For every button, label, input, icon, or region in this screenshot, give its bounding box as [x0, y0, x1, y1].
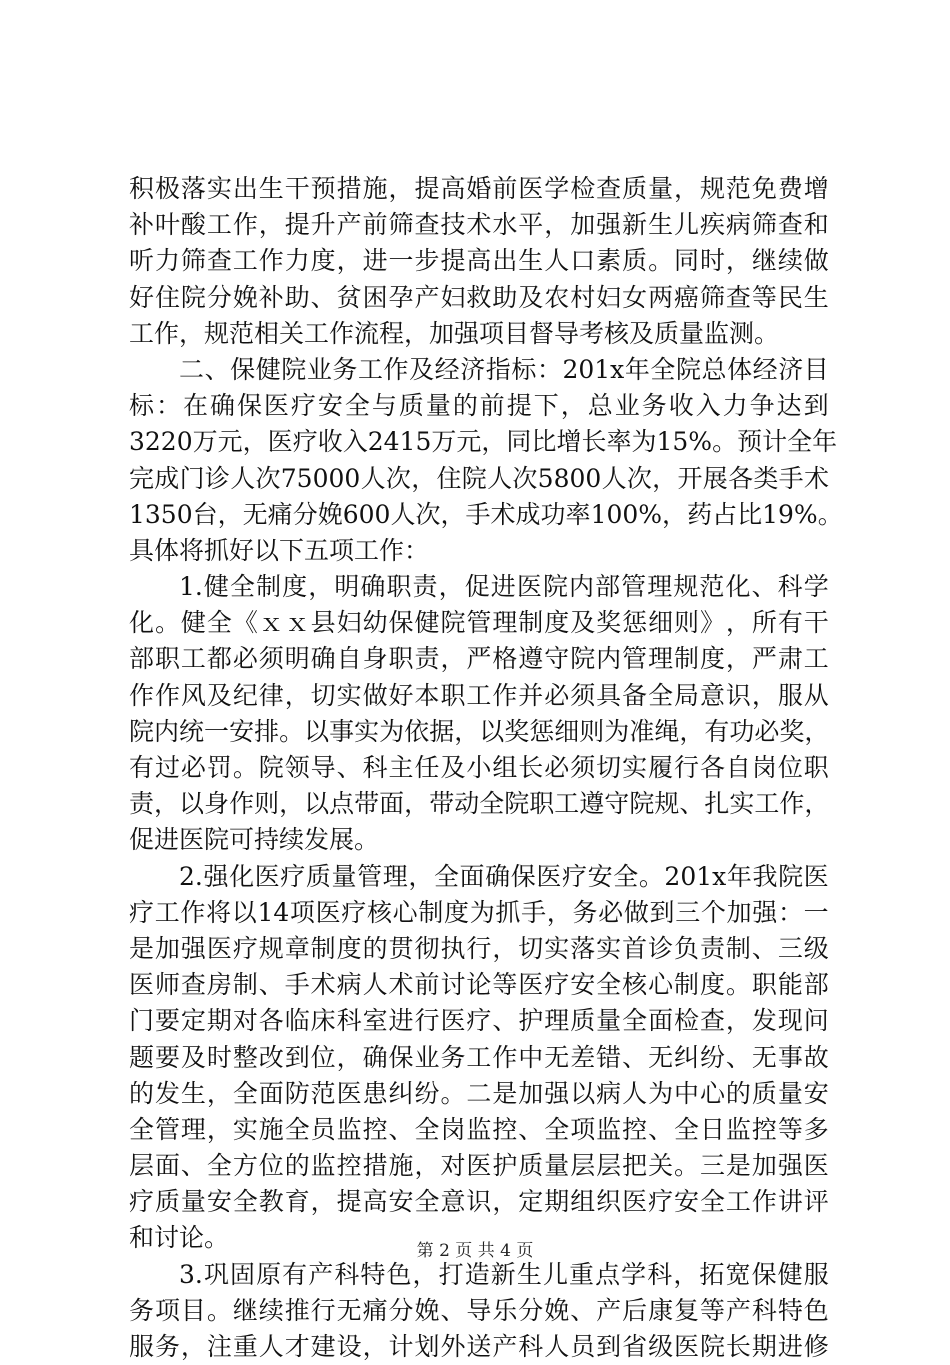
- text-line: 补 叶 酸 工 作 ， 提 升 产 前 筛 查 技 术 水 平 ， 加 强 新 生 儿 疾 病 筛 查 和: [129, 210, 829, 240]
- text-line: 标 ： 在 确 保 医 疗 安 全 与 质 量 的 前 提 下 ， 总 业 务 收 入 力 争 达 到: [129, 391, 829, 421]
- text-line: 门 要 定 期 对 各 临 床 科 室 进 行 医 疗 、 护 理 质 量 全 面 检 查 ， 发 现 问: [129, 1006, 829, 1036]
- text-line: 工作，规范相关工作流程，加强项目督导考核及质量监测。: [129, 318, 780, 348]
- text-line: 听 力 筛 查 工 作 力 度 ， 进 一 步 提 高 出 生 人 口 素 质 。 同 时 ， 继 续 做: [129, 246, 829, 276]
- text-line: 好 住 院 分 娩 补 助 、 贫 困 孕 产 妇 救 助 及 农 村 妇 女 两 癌 筛 查 等 民 生: [129, 282, 829, 312]
- text-line: 责 ， 以 身 作 则 ， 以 点 带 面 ， 带 动 全 院 职 工 遵 守 院 规 、 扎 实 工 作 ，: [129, 789, 830, 819]
- text-line: 3. 巩 固 原 有 产 科 特 色 ， 打 造 新 生 儿 重 点 学 科 ， 拓 宽 保 健 服: [179, 1259, 829, 1289]
- text-line: 1. 健 全 制 度 ， 明 确 职 责 ， 促 进 医 院 内 部 管 理 规 范 化 、 科 学: [179, 572, 829, 602]
- text-line: 促进医院可持续发展。: [129, 825, 380, 855]
- text-line: 有 过 必 罚 。 院 领 导 、 科 主 任 及 小 组 长 必 须 切 实 履 行 各 自 岗 位 职: [129, 753, 829, 782]
- text-line: 疗 工 作 将 以 14 项 医 疗 核 心 制 度 为 抓 手 ， 务 必 做 到 三 个 加 强 ： 一: [129, 897, 829, 927]
- text-line: 二 、 保 健 院 业 务 工 作 及 经 济 指 标 ： 201x 年 全 院 总 体 经 济 目: [179, 354, 829, 384]
- document-body: [129, 171, 843, 1365]
- text-line: 和讨论。: [129, 1223, 230, 1253]
- text-line: 医 师 查 房 制 、 手 术 病 人 术 前 讨 论 等 医 疗 安 全 核 心 制 度 。 职 能 部: [129, 970, 829, 1000]
- text-line: 1350 台 ， 无 痛 分 娩 600 人 次 ， 手 术 成 功 率 100% ， 药 占 比 19% 。: [129, 499, 843, 529]
- text-line: 积 极 落 实 出 生 干 预 措 施 ， 提 高 婚 前 医 学 检 查 质 量 ， 规 范 免 费 增: [129, 174, 829, 203]
- text-line: 题 要 及 时 整 改 到 位 ， 确 保 业 务 工 作 中 无 差 错 、 无 纠 纷 、 无 事 故: [129, 1042, 829, 1072]
- text-line: 务 项 目 。 继 续 推 行 无 痛 分 娩 、 导 乐 分 娩 、 产 后 康 复 等 产 科 特 色: [129, 1295, 829, 1325]
- text-line: 服 务 ， 注 重 人 才 建 设 ， 计 划 外 送 产 科 人 员 到 省 级 医 院 长 期 进 修: [129, 1332, 829, 1361]
- text-line: 2. 强 化 医 疗 质 量 管 理 ， 全 面 确 保 医 疗 安 全 。 201x 年 我 院 医: [179, 861, 829, 891]
- text-line: 全 管 理 ， 实 施 全 员 监 控 、 全 岗 监 控 、 全 项 监 控 、 全 日 监 控 等 多: [129, 1114, 829, 1144]
- text-line: 疗 质 量 安 全 教 育 ， 提 高 安 全 意 识 ， 定 期 组 织 医 疗 安 全 工 作 讲 评: [129, 1187, 829, 1217]
- text-line: 具体将抓好以下五项工作：: [129, 535, 430, 565]
- text-line: 的 发 生 ， 全 面 防 范 医 患 纠 纷 。 二 是 加 强 以 病 人 为 中 心 的 质 量 安: [129, 1078, 829, 1108]
- text-line: 是 加 强 医 疗 规 章 制 度 的 贯 彻 执 行 ， 切 实 落 实 首 诊 负 责 制 、 三 级: [129, 933, 829, 963]
- page-footer: 第 2 页 共 4 页: [416, 1241, 534, 1261]
- text-line: 作 作 风 及 纪 律 ， 切 实 做 好 本 职 工 作 并 必 须 具 备 全 局 意 识 ， 服 从: [129, 680, 829, 710]
- text-line: 3220 万 元 ， 医 疗 收 入 2415 万 元 ， 同 比 增 长 率 为 15% 。 预 计 全 年: [129, 427, 838, 457]
- text-line: 院 内 统 一 安 排 。 以 事 实 为 依 据 ， 以 奖 惩 细 则 为 准 绳 ， 有 功 必 奖 ，: [129, 716, 830, 746]
- text-line: 层 面 、 全 方 位 的 监 控 措 施 ， 对 医 护 质 量 层 层 把 关 。 三 是 加 强 医: [129, 1151, 829, 1181]
- text-line: 完 成 门 诊 人 次 75000 人 次 ， 住 院 人 次 5800 人 次 ， 开 展 各 类 手 术: [129, 463, 829, 493]
- text-line: 部 职 工 都 必 须 明 确 自 身 职 责 ， 严 格 遵 守 院 内 管 理 制 度 ， 严 肃 工: [129, 644, 829, 674]
- text-line: 化 。 健 全 《 ｘ ｘ 县 妇 幼 保 健 院 管 理 制 度 及 奖 惩 细 则 》 ， 所 有 干: [129, 608, 829, 638]
